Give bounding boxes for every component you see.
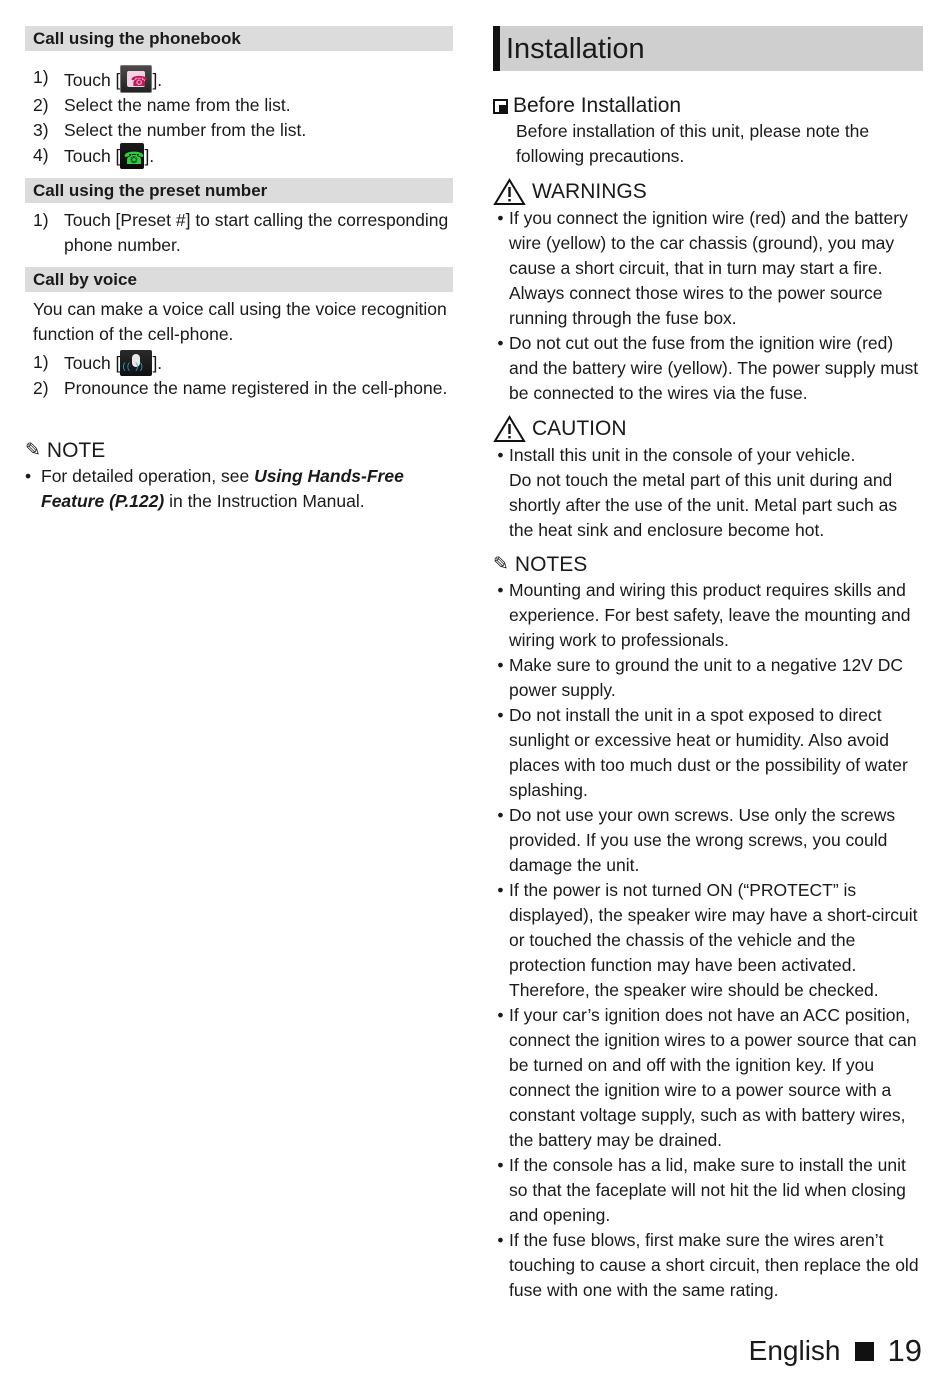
before-installation-text: Before installation of this unit, please note the following precautions. [516,121,870,166]
before-installation-heading: Before Installation [493,93,923,119]
caution-item: • Install this unit in the console of your vehicle. Do not touch the metal part of this unit during and shortly after the use of the unit. Metal part such as the heat sink and enclosure become hot. [497,445,898,540]
manual-reference: Using Hands-Free Feature (P.122) [41,466,404,511]
notes-item: • Mounting and wiring this product requires skills and experience. For best safety, leave the mounting and wiring work to professionals. [497,580,911,650]
right-column [493,26,923,1303]
warning-item: • If you connect the ignition wire (red) and the battery wire (yellow) to the car chassis (ground), you may cause a short circuit, that in turn may start a fire. Always connect those wires to the power source running through the fuse box. [497,208,908,328]
page-number: 19 [887,1333,922,1368]
notes-item: • If the power is not turned ON (“PROTECT” is displayed), the speaker wire may have a short-circuit or touched the chassis of the vehicle and the protection function may have been activated. Therefore, the speaker wire should be checked. [497,880,918,1000]
warnings-heading: WARNINGS [493,178,923,206]
caution-heading: CAUTION [493,415,923,443]
pencil-icon: ✎ [25,440,41,461]
notes-item: • If your car’s ignition does not have an ACC position, connect the ignition wires to a power source that can be turned on and off with the ignition key. If you connect the ignition wire to a power source with a constant voltage supply, such as with battery wires, the battery may be drained. [497,1005,917,1150]
notes-item: • Do not install the unit in a spot exposed to direct sunlight or excessive heat or humidity. Also avoid places with too much dust or the possibility of water splashing. [497,705,908,800]
notes-item: • If the console has a lid, make sure to install the unit so that the faceplate will not hit the lid when closing and opening. [497,1155,906,1225]
footer-square-icon [855,1342,874,1361]
phonebook-icon [120,65,152,93]
footer-language: English [748,1335,841,1366]
voice-icon [120,350,152,376]
step: 4) Touch [☎ ]. [25,143,453,169]
caution-triangle-icon [493,415,526,443]
warning-item: • Do not cut out the fuse from the ignition wire (red) and the battery wire (yellow). The power supply must be connected to the wires via the fuse. [497,333,919,403]
page-footer [749,1333,922,1369]
notes-item: • Make sure to ground the unit to a negative 12V DC power supply. [497,655,903,700]
phonebook-heading: Call using the phonebook [25,26,453,51]
notes-item: • If the fuse blows, first make sure the wires aren’t touching to cause a short circuit, then replace the old fuse with one with the same rating. [497,1230,919,1300]
call-icon [120,143,144,169]
left-column [25,26,453,514]
step: 2) Pronounce the name registered in the cell-phone. [33,378,448,398]
note-item: • For detailed operation, see Using Hands-Free Feature (P.122) in the Instruction Manual. [25,466,404,511]
voice-intro: You can make a voice call using the voice recognition function of the cell-phone. [33,299,447,344]
warning-triangle-icon [493,178,526,206]
notes-item: • Do not use your own screws. Use only the screws provided. If you use the wrong screws, you could damage the unit. [497,805,896,875]
step: 1) Touch [( ( ) ) ]. [25,350,453,376]
step: 3) Select the number from the list. [33,120,307,140]
step: 2) Select the name from the list. [33,95,291,115]
step: 1) Touch [☎ ]. [25,65,453,93]
section-square-icon [493,99,508,114]
note-heading: ✎ NOTE [25,439,106,462]
pencil-icon: ✎ [493,554,509,575]
notes-heading: ✎ NOTES [493,553,588,576]
voice-heading: Call by voice [25,267,453,292]
step: 1) Touch [Preset #] to start calling the corresponding phone number. [33,210,449,255]
preset-heading: Call using the preset number [25,178,453,203]
page-title: Installation [493,26,923,71]
